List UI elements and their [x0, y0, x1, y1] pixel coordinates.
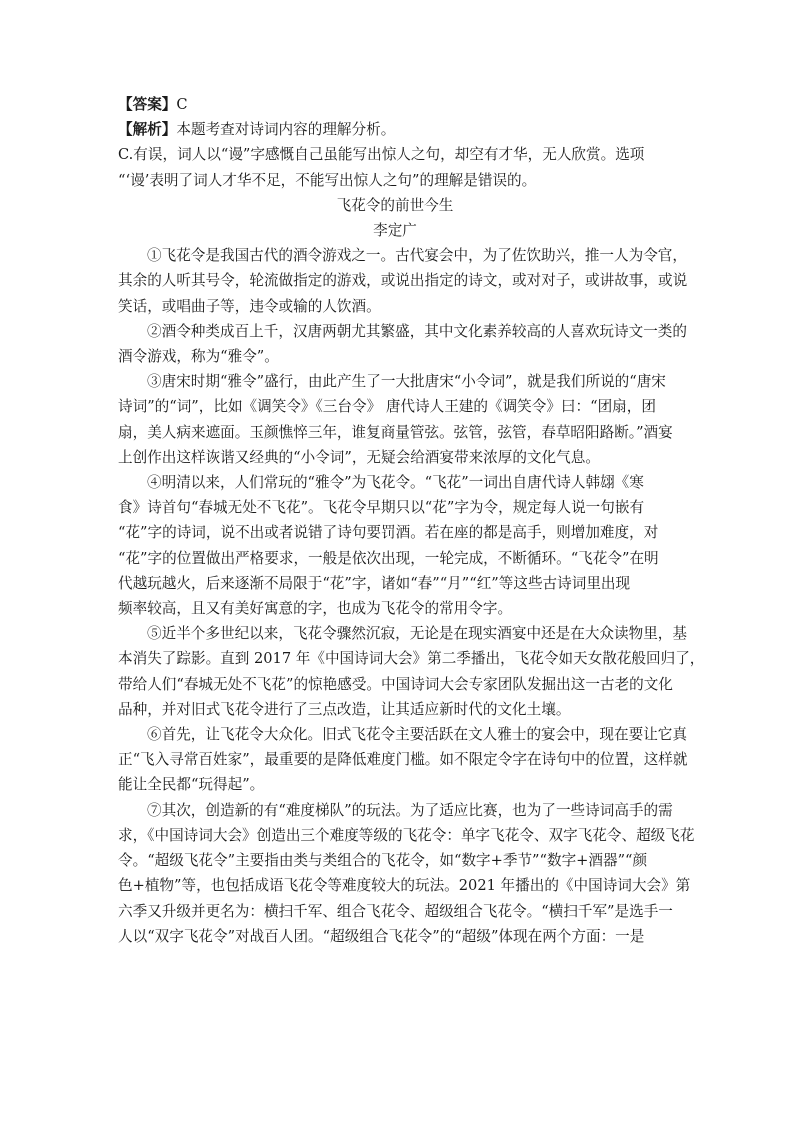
paragraph-line: 代越玩越火，后来逐渐不局限于“花”字，诸如“春”“月”“红”等这些古诗词里出现 [118, 574, 631, 592]
paragraph [118, 319, 687, 369]
paragraph [118, 369, 672, 470]
analysis-detail-line: “‘谩’表明了词人才华不足，不能写出惊人之句”的理解是错误的。 [118, 171, 537, 189]
paragraph-line: 食》诗首句“春城无处不飞花”。飞花令早期只以“花”字为令，规定每人说一句嵌有 [118, 499, 645, 517]
article-title: 飞花令的前世今生 [336, 196, 454, 214]
paragraph-line: 能让全民都“玩得起”。 [118, 776, 265, 794]
paragraph-line: 本消失了踪影。直到 2017 年《中国诗词大会》第二季播出，飞花令如天女散花般回归了， [118, 650, 705, 668]
paragraph-line: 诗词”的“词”，比如《调笑令》《三台令》 唐代诗人王建的《调笑令》曰：“团扇，团 [118, 398, 656, 416]
paragraph [118, 470, 672, 621]
paragraph-line: 带给人们“春城无处不飞花”的惊艳感受。中国诗词大会专家团队发掘出这一古老的文化 [118, 675, 673, 693]
paragraph-line: ④明清以来，人们常玩的“雅令”为飞花令。“飞花”一词出自唐代诗人韩翃《寒 [147, 474, 644, 492]
paragraph-line: 六季又升级并更名为：横扫千军、组合飞花令、超级组合飞花令。“横扫千军”是选手一 [118, 902, 673, 920]
paragraph-line: 扇，美人病来遮面。玉颜憔悴三年，谁复商量管弦。弦管，弦管，春草昭阳路断。”酒宴 [118, 423, 673, 441]
paragraph-line: ⑤近半个多世纪以来，飞花令骤然沉寂，无论是在现实酒宴中还是在大众读物里，基 [147, 625, 687, 643]
paragraph-line: 频率较高，且又有美好寓意的字，也成为飞花令的常用令字。 [118, 600, 513, 618]
paragraph-line: 求，《中国诗词大会》创造出三个难度等级的飞花令：单字飞花令、双字飞花令、超级飞花 [118, 826, 695, 844]
paragraph [118, 722, 688, 798]
article-author: 李定广 [373, 222, 417, 240]
paragraph-line: 令。“超级飞花令”主要指由类与类组合的飞花令，如“数字+季节”“数字+酒器”“颜 [118, 852, 648, 870]
paragraph-line: ⑦其次，创造新的有“难度梯队”的玩法。为了适应比赛，也为了一些诗词高手的需 [147, 801, 673, 819]
paragraph-line: ①飞花令是我国古代的酒令游戏之一。古代宴会中，为了佐饮助兴，推一人为令官， [147, 247, 687, 265]
paragraph [118, 243, 688, 319]
paragraph-line: 人以“双字飞花令”对战百人团。“超级组合飞花令”的“超级”体现在两个方面：一是 [118, 927, 645, 945]
answer-label: 【答案】 [118, 96, 177, 113]
paragraph-line: 其余的人听其号令，轮流做指定的游戏，或说出指定的诗文，或对对子，或讲故事，或说 [118, 272, 688, 290]
paragraph-line: 品种，并对旧式飞花令进行了三点改造，让其适应新时代的文化土壤。 [118, 700, 571, 718]
paragraph-line: 笑话，或唱曲子等，违令或输的人饮酒。 [118, 297, 381, 315]
paragraph-line: 正“飞入寻常百姓家”，最重要的是降低难度门槛。如不限定令字在诗句中的位置，这样就 [118, 751, 688, 769]
document-page [118, 92, 705, 949]
paragraph [118, 621, 705, 722]
paragraph-line: 色+植物”等，也包括成语飞花令等难度较大的玩法。2021 年播出的《中国诗词大会》第 [118, 877, 691, 895]
paragraph [118, 798, 695, 949]
paragraph-line: “花”字的位置做出严格要求，一般是依次出现，一轮完成，不断循环。“飞花令”在明 [118, 549, 659, 567]
analysis-line [118, 117, 672, 142]
paragraph-line: ③唐宋时期“雅令”盛行，由此产生了一大批唐宋“小令词”，就是我们所说的“唐宋 [147, 373, 666, 391]
paragraph-line: ②酒令种类成百上千，汉唐两朝尤其繁盛，其中文化素养较高的人喜欢玩诗文一类的 [147, 322, 687, 340]
paragraph-line: 上创作出这样诙谐又经典的“小令词”，无疑会给酒宴带来浓厚的文化气息。 [118, 448, 600, 466]
answer-value: C [176, 96, 188, 113]
analysis-label: 【解析】 [118, 121, 177, 139]
analysis-detail-line: C.有误，词人以“谩”字感慨自己虽能写出惊人之句，却空有才华，无人欣赏。选项 [118, 146, 645, 164]
answer-line [118, 92, 672, 117]
paragraph-line: ⑥首先，让飞花令大众化。旧式飞花令主要活跃在文人雅士的宴会中，现在要让它真 [147, 726, 687, 744]
paragraph-line: “花”字的诗词，说不出或者说错了诗句要罚酒。若在座的都是高手，则增加难度，对 [118, 524, 659, 542]
analysis-text: 本题考查对诗词内容的理解分析。 [176, 121, 396, 139]
paragraph-line: 酒令游戏，称为“雅令”。 [118, 348, 279, 366]
